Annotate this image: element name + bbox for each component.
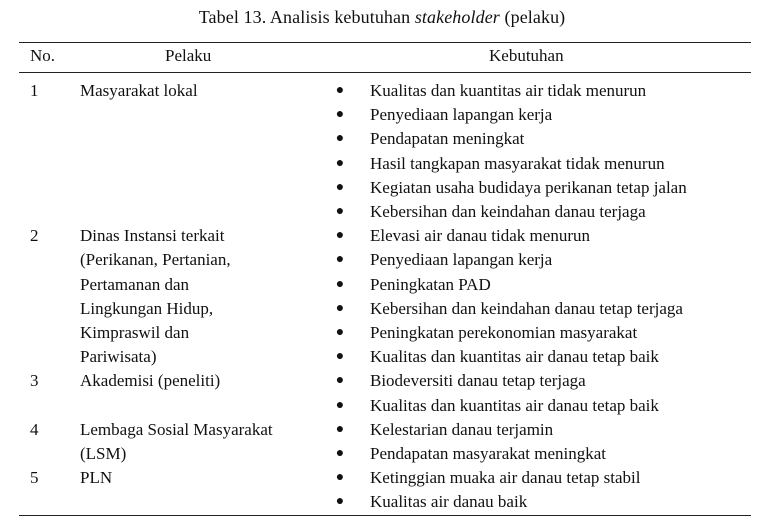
needs-list: [330, 418, 764, 466]
actor-line: Pariwisata): [80, 347, 157, 367]
need-item: [330, 273, 764, 297]
needs-list: [330, 369, 764, 417]
need-text: Peningkatan perekonomian masyarakat: [370, 323, 638, 343]
row-number: 5: [30, 468, 39, 488]
table-header-rule: [19, 72, 751, 73]
need-text: Pendapatan meningkat: [370, 129, 525, 149]
bullet-icon: ●: [335, 179, 345, 195]
need-item: [330, 79, 764, 103]
need-text: Elevasi air danau tidak menurun: [370, 226, 590, 246]
need-item: [330, 418, 764, 442]
actor-line: Masyarakat lokal: [80, 81, 198, 100]
need-text: Kualitas dan kuantitas air danau tetap baik: [370, 347, 659, 367]
bullet-icon: ●: [335, 446, 345, 462]
needs-list: [330, 466, 764, 514]
header-needs: Kebutuhan: [489, 46, 564, 65]
table-top-rule: [19, 42, 751, 43]
row-number: 2: [30, 226, 39, 246]
need-text: Kualitas air danau baik: [370, 492, 528, 512]
need-text: Biodeversiti danau tetap terjaga: [370, 371, 586, 391]
row-number: 3: [30, 371, 39, 391]
caption-suffix: (pelaku): [499, 7, 566, 27]
need-item: [330, 394, 764, 418]
bullet-icon: ●: [335, 131, 345, 147]
table-body: [0, 79, 764, 515]
actor-line: (Perikanan, Pertanian,: [80, 250, 231, 270]
actor-line: Dinas Instansi terkait: [80, 226, 225, 246]
need-item: [330, 490, 764, 514]
need-text: Penyediaan lapangan kerja: [370, 250, 553, 270]
need-text: Peningkatan PAD: [370, 274, 491, 294]
need-text: Kebersihan dan keindahan danau terjaga: [370, 202, 646, 222]
need-item: [330, 103, 764, 127]
need-item: [330, 297, 764, 321]
need-item: [330, 248, 764, 272]
bullet-icon: ●: [335, 421, 345, 437]
need-text: Kualitas dan kuantitas air danau tetap baik: [370, 395, 659, 415]
actor-cell: [80, 418, 325, 466]
bullet-icon: ●: [335, 470, 345, 486]
needs-list: [330, 79, 764, 224]
table-bottom-rule: [19, 515, 751, 516]
need-item: [330, 152, 764, 176]
bullet-icon: ●: [335, 252, 345, 268]
actor-line: PLN: [80, 468, 113, 488]
need-item: [330, 127, 764, 151]
actor-line: Lingkungan Hidup,: [80, 298, 214, 318]
need-text: Kelestarian danau terjamin: [370, 419, 554, 439]
bullet-icon: ●: [335, 373, 345, 389]
header-actor: Pelaku: [165, 46, 212, 65]
table-caption: [0, 7, 764, 28]
table-row: [0, 466, 764, 514]
bullet-icon: ●: [335, 107, 345, 123]
actor-cell: [80, 224, 325, 369]
actor-line: (LSM): [80, 444, 127, 464]
need-item: [330, 200, 764, 224]
bullet-icon: ●: [335, 276, 345, 292]
caption-emphasis: stakeholder: [414, 7, 500, 27]
row-number: 1: [30, 81, 39, 100]
actor-cell: [80, 369, 325, 417]
header-no: No.: [30, 46, 56, 65]
bullet-icon: ●: [335, 204, 345, 220]
need-item: [330, 224, 764, 248]
bullet-icon: ●: [335, 397, 345, 413]
actor-line: Kimpraswil dan: [80, 323, 190, 343]
need-item: [330, 369, 764, 393]
bullet-icon: ●: [335, 325, 345, 341]
table-row: [0, 79, 764, 224]
bullet-icon: ●: [335, 300, 345, 316]
bullet-icon: ●: [335, 494, 345, 510]
bullet-icon: ●: [335, 228, 345, 244]
need-item: [330, 345, 764, 369]
need-text: Kualitas dan kuantitas air tidak menurun: [370, 81, 647, 100]
need-item: [330, 176, 764, 200]
table-row: [0, 224, 764, 369]
bullet-icon: ●: [335, 155, 345, 171]
actor-line: Lembaga Sosial Masyarakat: [80, 419, 273, 439]
bullet-icon: ●: [335, 349, 345, 365]
actor-cell: [80, 466, 325, 514]
table-row: [0, 418, 764, 466]
need-text: Penyediaan lapangan kerja: [370, 105, 553, 125]
actor-cell: [80, 79, 325, 224]
need-item: [330, 321, 764, 345]
need-text: Hasil tangkapan masyarakat tidak menurun: [370, 153, 665, 173]
need-text: Kegiatan usaha budidaya perikanan tetap jalan: [370, 177, 687, 197]
need-item: [330, 442, 764, 466]
actor-line: Pertamanan dan: [80, 274, 190, 294]
table-row: [0, 369, 764, 417]
needs-list: [330, 224, 764, 369]
need-text: Pendapatan masyarakat meningkat: [370, 444, 607, 464]
bullet-icon: ●: [335, 83, 345, 98]
row-number: 4: [30, 419, 39, 439]
need-text: Ketinggian muaka air danau tetap stabil: [370, 468, 641, 488]
caption-prefix: Tabel 13. Analisis kebutuhan: [198, 7, 415, 27]
need-text: Kebersihan dan keindahan danau tetap terjaga: [370, 298, 683, 318]
actor-line: Akademisi (peneliti): [80, 371, 221, 391]
need-item: [330, 466, 764, 490]
